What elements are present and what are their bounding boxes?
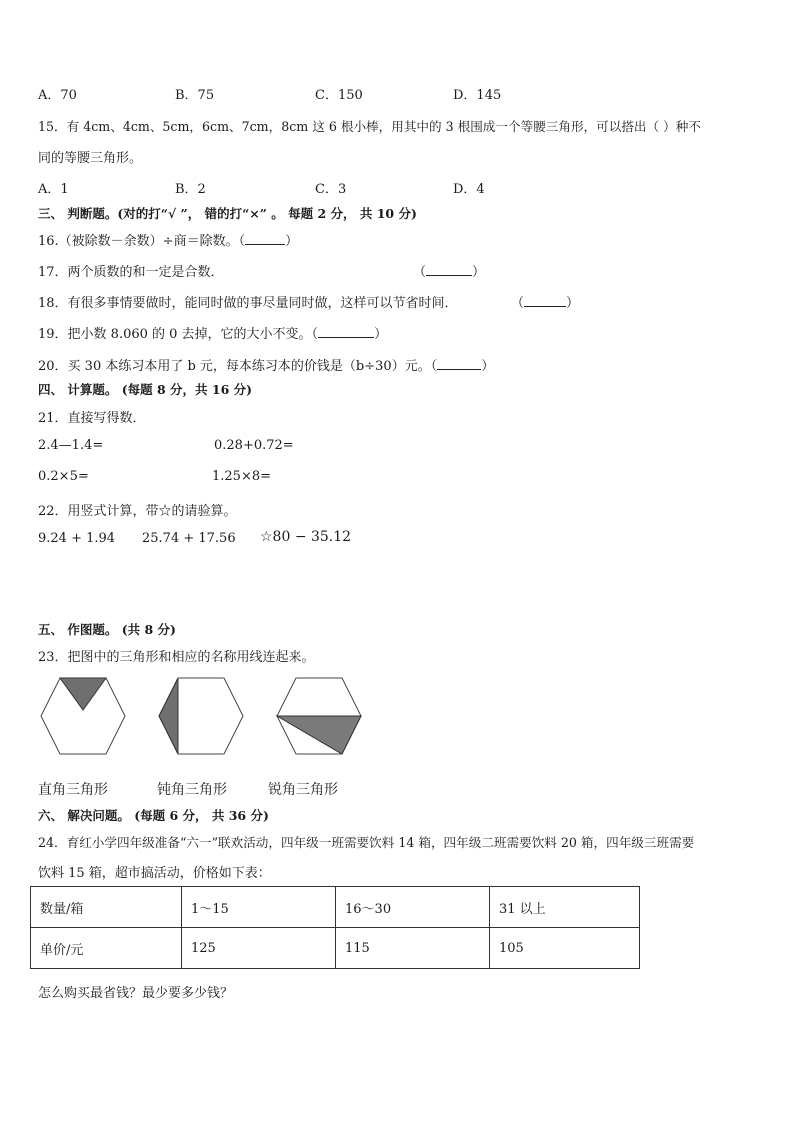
- q23-prompt: 23．把图中的三角形和相应的名称用线连起来。: [38, 650, 315, 665]
- q21-item-2: 0.28+0.72=: [214, 438, 294, 453]
- q22-item-3: ☆80 − 35.12: [260, 529, 352, 545]
- q24-line2: 饮料 15 箱，超市搞活动，价格如下表：: [38, 866, 271, 881]
- section3-title: 三、 判断题。(对的打“√ ”， 错的打“×” 。 每题 2 分， 共 10 分): [38, 206, 417, 221]
- q19-text: 19．把小数 8.060 的 0 去掉，它的大小不变。（: [38, 327, 319, 342]
- table-cell: 数量/箱: [31, 887, 182, 928]
- q21-item-3: 0.2×5=: [38, 469, 89, 484]
- q22-prompt: 22．用竖式计算，带☆的请验算。: [38, 504, 237, 519]
- table-cell: 115: [336, 928, 490, 969]
- q16-text: 16.（被除数－余数）÷商＝除数。（: [38, 234, 246, 249]
- table-cell: 105: [490, 928, 640, 969]
- q14-option-b: B．75: [175, 88, 215, 103]
- table-cell: 16～30: [336, 887, 490, 928]
- q18-text: 18．有很多事情要做时，能同时做的事尽量同时做，这样可以节省时间．: [38, 296, 458, 311]
- table-cell: 31 以上: [490, 887, 640, 928]
- triangle-shape-1: [60, 678, 106, 710]
- price-table: [30, 886, 640, 969]
- triangle-shape-2: [159, 678, 178, 754]
- q18-close: ）: [566, 296, 580, 311]
- q21-prompt: 21．直接写得数．: [38, 411, 146, 426]
- q21-item-1: 2.4—1.4=: [38, 438, 104, 453]
- q16-answer-blank[interactable]: [245, 230, 285, 245]
- q14-option-c: C．150: [315, 88, 363, 103]
- q16-close: ）: [285, 234, 299, 249]
- q24-question: 怎么购买最省钱？最少要多少钱？: [38, 986, 234, 1001]
- caption-right-triangle: 直角三角形: [38, 782, 108, 798]
- triangle-shape-3: [277, 716, 361, 754]
- q17-text: 17．两个质数的和一定是合数．: [38, 265, 224, 280]
- caption-obtuse-triangle: 钝角三角形: [157, 782, 227, 798]
- table-cell: 1～15: [182, 887, 336, 928]
- table-row: [31, 928, 640, 969]
- q18-open: （: [511, 296, 525, 311]
- q18-answer: [511, 292, 579, 311]
- q14-option-d: D．145: [453, 88, 502, 103]
- table-cell: 125: [182, 928, 336, 969]
- q15-option-c: C．3: [315, 182, 347, 197]
- q17: [38, 261, 224, 280]
- q15-line1: 15．有 4cm、4cm、5cm，6cm、7cm，8cm 这 6 根小棒，用其中的 3 根围成一个等腰三角形，可以搭出（ ）种不: [38, 119, 701, 134]
- q19-close: ）: [374, 327, 388, 342]
- hexagon-figure-1: [38, 676, 128, 756]
- q14-option-a: A．70: [38, 88, 77, 103]
- q21-item-4: 1.25×8=: [212, 469, 272, 484]
- q16: [38, 230, 298, 249]
- table-row: [31, 887, 640, 928]
- q18: [38, 292, 458, 311]
- q22-item-2: 25.74 + 17.56: [142, 531, 236, 546]
- q20-answer-blank[interactable]: [437, 355, 481, 370]
- q22-item-1: 9.24 + 1.94: [38, 531, 116, 546]
- q24-line1: 24．育红小学四年级准备“六一”联欢活动，四年级一班需要饮料 14 箱，四年级二班需要饮料 20 箱，四年级三班需要: [38, 835, 695, 850]
- q18-answer-blank[interactable]: [524, 292, 566, 307]
- hexagon-figure-2: [156, 676, 246, 756]
- q17-open: （: [413, 265, 427, 280]
- q20-text: 20．买 30 本练习本用了 b 元，每本练习本的价钱是（b÷30）元。（: [38, 359, 438, 374]
- table-cell: 单价/元: [31, 928, 182, 969]
- section6-title: 六、 解决问题。 (每题 6 分， 共 36 分): [38, 808, 269, 823]
- hexagon-figure-3: [274, 676, 364, 756]
- q17-answer: [413, 261, 485, 280]
- q15-line2: 同的等腰三角形。: [38, 151, 143, 166]
- q15-option-a: A．1: [38, 182, 69, 197]
- q15-option-d: D．4: [453, 182, 485, 197]
- q15-option-b: B．2: [175, 182, 206, 197]
- section4-title: 四、 计算题。 (每题 8 分，共 16 分): [38, 382, 253, 397]
- q17-close: ）: [472, 265, 486, 280]
- q19-answer-blank[interactable]: [318, 323, 374, 338]
- q17-answer-blank[interactable]: [426, 261, 472, 276]
- q19: [38, 323, 387, 342]
- q20-close: ）: [481, 359, 495, 374]
- section5-title: 五、 作图题。 (共 8 分): [38, 622, 176, 637]
- q20: [38, 355, 494, 374]
- caption-acute-triangle: 锐角三角形: [268, 782, 338, 798]
